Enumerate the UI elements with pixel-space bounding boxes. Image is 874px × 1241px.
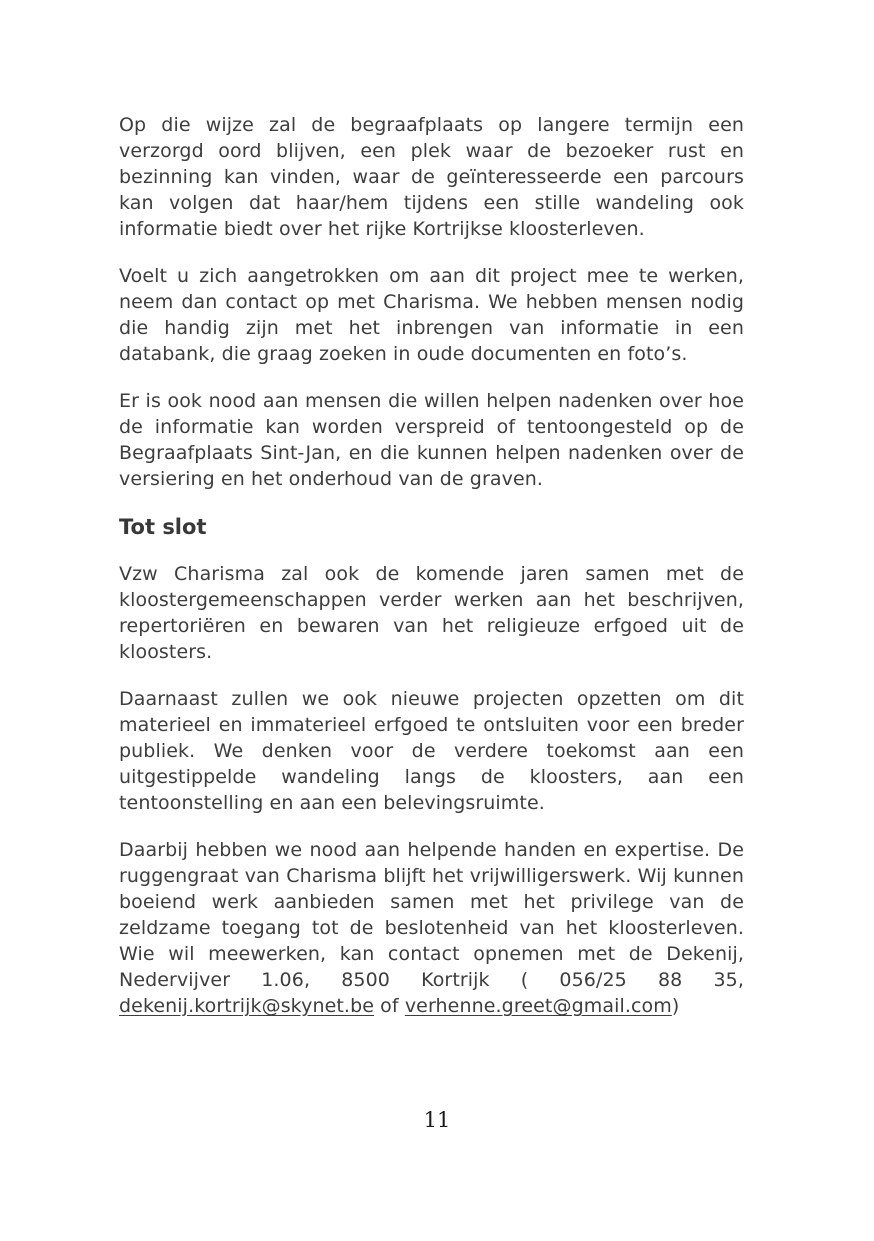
paragraph-volunteer-call: Voelt u zich aangetrokken om aan dit project mee te werken, neem dan contact op met Charisma. We hebben mensen nodig die handig zijn met het inbrengen van informatie in een databank, die graag zoeken in oude documenten en foto’s. <box>119 265 744 365</box>
email-link-verhenne[interactable]: verhenne.greet@gmail.com <box>404 995 672 1017</box>
email-link-dekenij[interactable]: dekenij.kortrijk@skynet.be <box>119 995 375 1017</box>
paragraph-cemetery-vision: Op die wijze zal de begraafplaats op langere termijn een verzorgd oord blijven, een plek waar de bezoeker rust en bezinning kan vinden, waar de geïnteresseerde een parcours kan volgen dat haar/hem tijdens een stille wandeling ook informatie biedt over het rijke Kortrijkse kloosterleven. <box>119 114 744 240</box>
section-heading-tot-slot: Tot slot <box>119 515 207 539</box>
contact-text-between: of <box>374 995 405 1017</box>
paragraph-charisma-future: Vzw Charisma zal ook de komende jaren samen met de kloostergemeenschappen verder werken aan het beschrijven, repertoriëren en bewaren van het religieuze erfgoed uit de kloosters. <box>119 563 744 663</box>
page-number: 11 <box>423 1108 451 1132</box>
paragraph-help-needed: Er is ook nood aan mensen die willen helpen nadenken over hoe de informatie kan worden verspreid of tentoongesteld op de Begraafplaats Sint-Jan, en die kunnen helpen nadenken over de versiering en het onderhoud van de graven. <box>119 390 744 490</box>
contact-text-before: Daarbij hebben we nood aan helpende handen en expertise. De ruggengraat van Charisma blijft het vrijwilligerswerk. Wij kunnen boeiend werk aanbieden samen met het privilege van de zeldzame toegang tot de beslotenheid van het kloosterleven. Wie wil meewerken, kan contact opnemen met de Dekenij, Nedervijver 1.06, 8500 Kortrijk ( 056/25 88 35, <box>119 839 744 991</box>
contact-text-after: ) <box>671 995 680 1017</box>
paragraph-new-projects: Daarnaast zullen we ook nieuwe projecten opzetten om dit materieel en immaterieel erfgoed te ontsluiten voor een breder publiek. We denken voor de verdere toekomst aan een uitgestippelde wandeling langs de kloosters, aan een tentoonstelling en aan een belevingsruimte. <box>119 688 744 814</box>
paragraph-contact <box>119 837 744 1019</box>
text-block <box>119 0 744 1040</box>
